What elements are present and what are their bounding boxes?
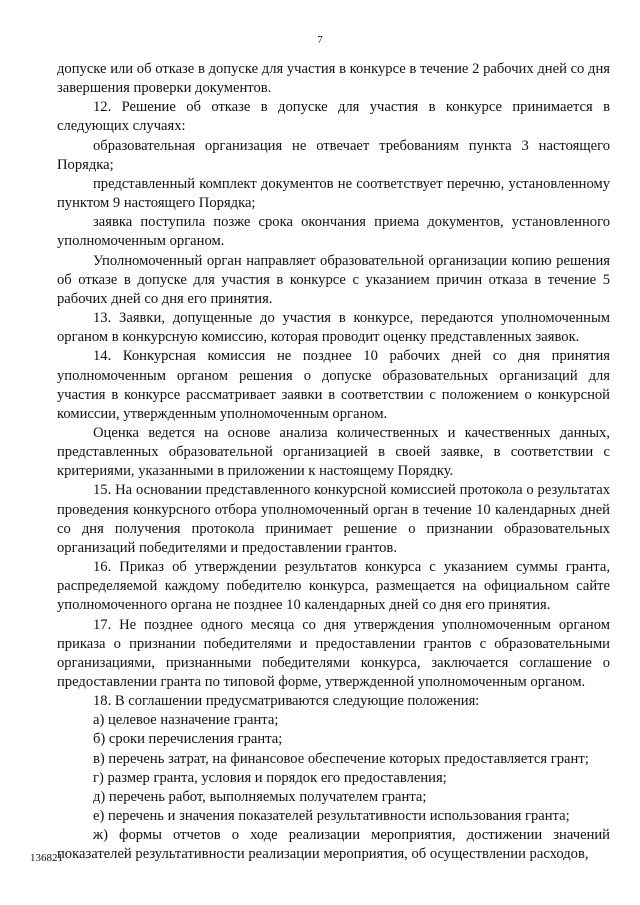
paragraph-case-deadline: заявка поступила позже срока окончания приема документов, установленного уполномоченным органом. (57, 214, 610, 250)
paragraph-item-15: 15. На основании представленного конкурсной комиссией протокола о результатах проведения конкурсного отбора уполномоченный орган в течение 10 календарных дней со дня получения протокола принимает решение о признании образовательных организаций победителями и предоставлении грантов. (57, 482, 610, 556)
paragraph-item-14: 14. Конкурсная комиссия не позднее 10 рабочих дней со дня принятия уполномоченным органом решения о допуске образовательных организаций для участия в конкурсе рассматривает заявки в соответствии с положением о конкурсной комиссии, утвержденным уполномоченным органом. (57, 348, 610, 422)
list-item-a: а) целевое назначение гранта; (93, 712, 279, 729)
paragraph-case-requirements: образовательная организация не отвечает требованиям пункта 3 настоящего Порядка; (57, 137, 610, 173)
paragraph-item-18: 18. В соглашении предусматриваются следующие положения: (93, 693, 480, 710)
document-code: 136821 (30, 852, 63, 864)
list-item-v: в) перечень затрат, на финансовое обеспечение которых предоставляется грант; (93, 750, 589, 767)
paragraph-case-documents: представленный комплект документов не соответствует перечню, установленному пунктом 9 настоящего Порядка; (57, 175, 610, 212)
paragraph-item-17: 17. Не позднее одного месяца со дня утверждения уполномоченным органом приказа о признании победителями и предоставлении грантов с образовательными организациями, признанными победителями конкурса, заключается соглашение о предоставлении гранта по типовой форме, утвержденной уполномоченным органом. (57, 616, 610, 690)
page-number: 7 (317, 34, 323, 46)
paragraph-item-16: 16. Приказ об утверждении результатов конкурса с указанием суммы гранта, распределяемой каждому победителю конкурса, размещается на официальном сайте уполномоченного органа не позднее 10 календарных дней со дня его принятия. (57, 559, 610, 614)
list-item-b: б) сроки перечисления гранта; (93, 731, 283, 748)
list-item-e: е) перечень и значения показателей результативности использования гранта; (93, 808, 570, 825)
list-item-d: д) перечень работ, выполняемых получателем гранта; (93, 788, 427, 805)
paragraph-evaluation: Оценка ведется на основе анализа количественных и качественных данных, представленных образовательной организацией в своей заявке, в соответствии с критериями, указанными в приложении к настоящему Порядку. (57, 424, 610, 480)
paragraph-item-12: 12. Решение об отказе в допуске для участия в конкурсе принимается в следующих случаях: (57, 99, 610, 135)
paragraph-item-13: 13. Заявки, допущенные до участия в конкурсе, передаются уполномоченным органом в конкурсную комиссию, которая проводит оценку представленных заявок. (57, 310, 610, 346)
paragraph-refusal-notice: Уполномоченный орган направляет образовательной организации копию решения об отказе в допуске для участия в конкурсе с указанием причин отказа в течение 5 рабочих дней со дня его принятия. (57, 252, 610, 307)
list-item-g: г) размер гранта, условия и порядок его предоставления; (93, 769, 447, 786)
document-body (57, 60, 610, 865)
list-item-zh: ж) формы отчетов о ходе реализации мероприятия, достижении значений показателей результативности реализации мероприятия, об осуществлении расходов, (57, 827, 610, 863)
paragraph-continuation: допуске или об отказе в допуске для участия в конкурсе в течение 2 рабочих дней со дня завершения проверки документов. (57, 61, 610, 97)
